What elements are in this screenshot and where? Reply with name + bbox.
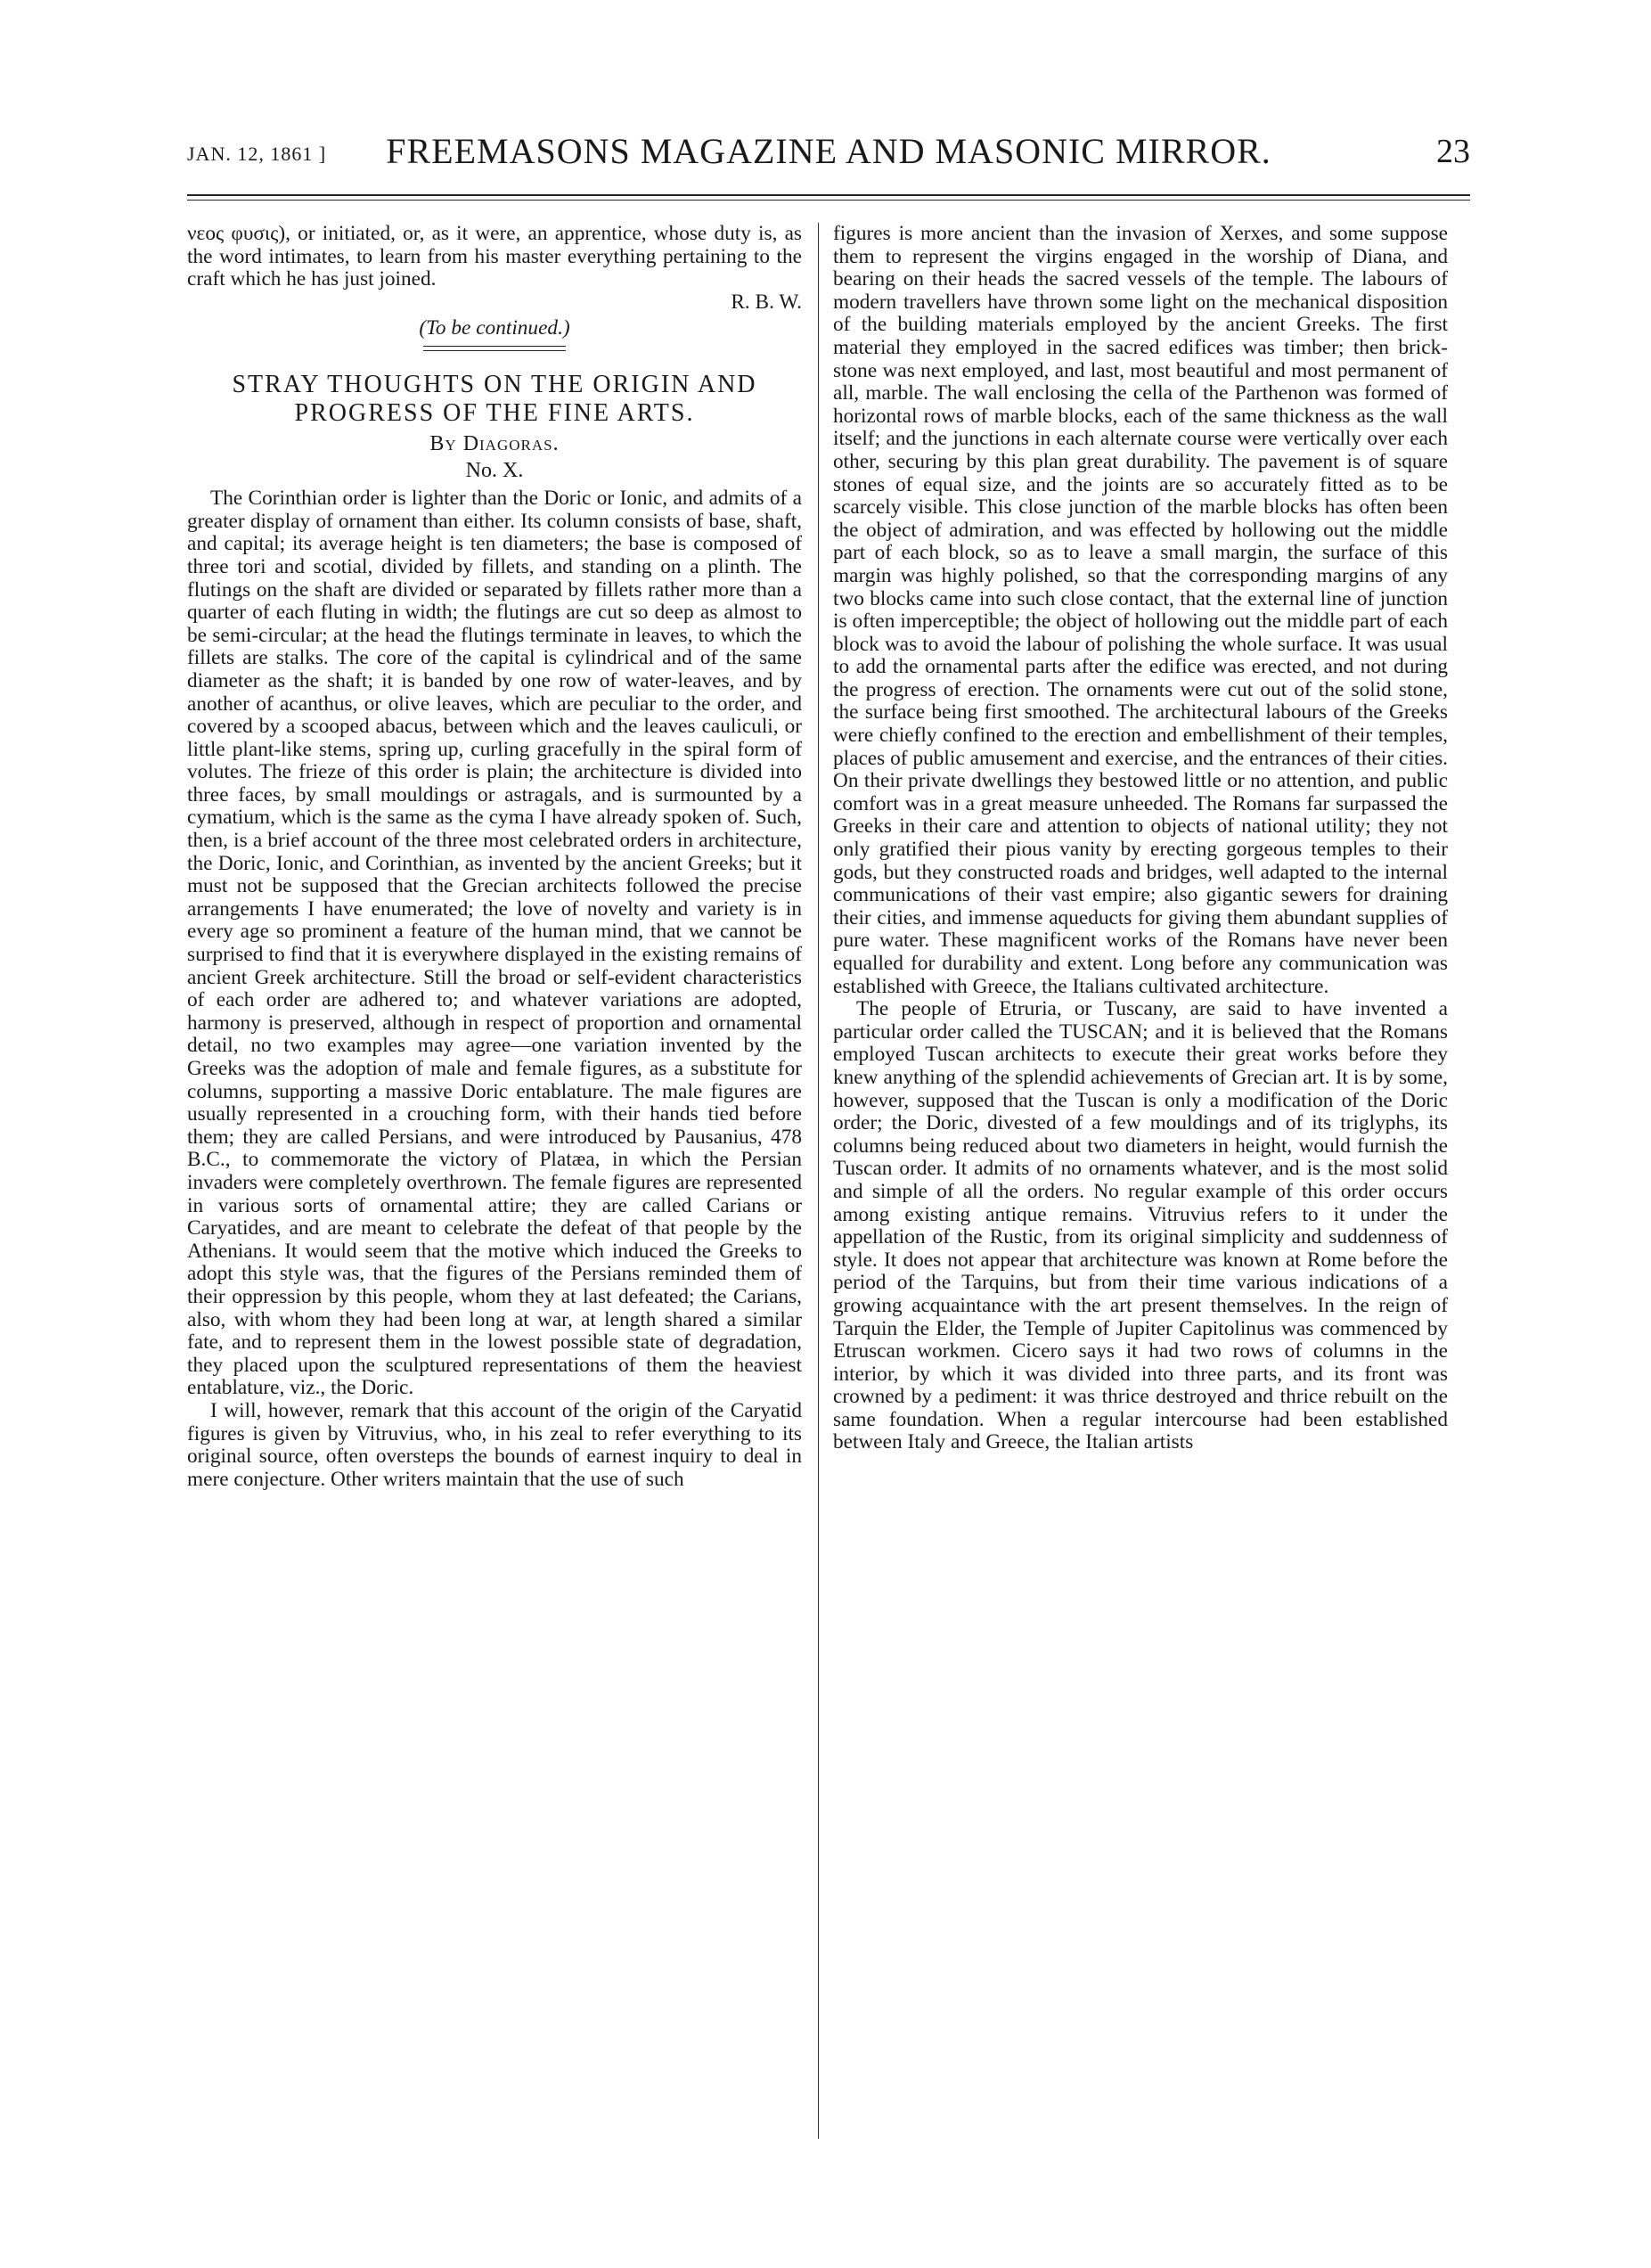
to-be-continued-note: (To be continued.) xyxy=(419,316,570,340)
page-number: 23 xyxy=(1436,133,1470,170)
continuation-text: νεος φυσις), or initiated, or, as it were, an apprentice, whose duty is, as the word intimates, to learn from his master everything pertaining to the craft which he has just joined. xyxy=(187,222,802,291)
issue-date: JAN. 12, 1861 ] xyxy=(187,143,327,165)
article-byline: By Diagoras. xyxy=(429,431,560,455)
signature-line xyxy=(187,291,802,315)
header-rule-thin xyxy=(187,200,1470,201)
body-paragraph: figures is more ancient than the invasion of Xerxes, and some suppose them to represent the virgins engaged in the worship of Diana, and bearing on their heads the sacred vessels of the temple. The labours of modern travellers have thrown some light on the mechanical disposition of the building materials employed by the ancient Greeks. The first material they employed in the sacred edifices was timber; then brick-stone was next employed, and last, most beautiful and most permanent of all, marble. The wall enclosing the cella of the Parthenon was formed of horizontal rows of marble blocks, each of the same thickness as the wall itself; and the junctions in each alternate course were vertically over each other, securing by this plan great durability. The pavement is of square stones of equal size, and the joints are so accurately fitted as to be scarcely visible. This close junction of the marble blocks has often been the object of admiration, and was effected by hollowing out the middle part of each block, so as to leave a small margin, the surface of this margin was highly polished, so that the corresponding margins of any two blocks came into such close contact, that the external line of junction is often imperceptible; the object of hollowing out the middle part of each block was to avoid the labour of polishing the whole surface. It was usual to add the ornamental parts after the edifice was erected, and not during the progress of erection. The ornaments were cut out of the solid stone, the surface being first smoothed. The architectural labours of the Greeks were chiefly confined to the erection and embellishment of their temples, places of public amusement and exercise, and the entrances of their cities. On their private dwellings they bestowed little or no attention, and public comfort was in a great measure unheeded. The Romans far surpassed the Greeks in their care and attention to objects of national utility; they not only gratified their pious vanity by erecting gorgeous temples to their gods, but they constructed roads and bridges, well adapted to the internal communications of their vast empire; also gigantic sewers for draining their cities, and immense aqueducts for giving them abundant supplies of pure water. These magnificent works of the Romans have never been equalled for durability and extent. Long before any communication was established with Greece, the Italians cultivated architecture. xyxy=(833,222,1448,998)
column-divider xyxy=(818,223,819,2139)
body-paragraph: The Corinthian order is lighter than the Doric or Ionic, and admits of a greater display of ornament than either. Its column consists of base, shaft, and capital; its average height is ten diameters; the base is composed of three tori and scotial, divided by fillets, and standing on a plinth. The flutings on the shaft are divided or separated by fillets rather more than a quarter of each fluting in width; the flutings are cut so deep as almost to be semi-circular; at the head the flutings terminate in leaves, to which the fillets are stalks. The core of the capital is cylindrical and of the same diameter as the shaft; it is banded by one row of water-leaves, and by another of acanthus, or olive leaves, which are peculiar to the order, and covered by a scooped abacus, between which and the leaves cauliculi, or little plant-like stems, spring up, curling gracefully in the spiral form of volutes. The frieze of this order is plain; the architecture is divided into three faces, by small mouldings or astragals, and is surmounted by a cymatium, which is the same as the cyma I have already spoken of. Such, then, is a brief account of the three most celebrated orders in architecture, the Doric, Ionic, and Corinthian, as invented by the ancient Greeks; but it must not be supposed that the Grecian architects followed the precise arrangements I have enumerated; the love of novelty and variety is in every age so prominent a feature of the human mind, that we cannot be surprised to find that it is everywhere displayed in the existing remains of ancient Greek architecture. Still the broad or self-evident characteristics of each order are adhered to; and whatever variations are adopted, harmony is preserved, although in respect of proportion and ornamental detail, no two examples may agree—one variation invented by the Greeks was the adoption of male and female figures, as a substitute for columns, supporting a massive Doric entablature. The male figures are usually represented in a crouching form, with their hands tied before them; they are called Persians, and were introduced by Pausanius, 478 B.C., to commemorate the victory of Platæa, in which the Persian invaders were completely overthrown. The female figures are represented in various sorts of ornamental attire; they are called Carians or Caryatides, and are meant to celebrate the defeat of that people by the Athenians. It would seem that the motive which induced the Greeks to adopt this style was, that the figures of the Persians reminded them of their oppression by this people, whom they at last defeated; the Carians, also, with whom they had been long at war, at length shared a similar fate, and to represent them in the lowest possible state of degradation, they placed upon the sculptured representations of them the heaviest entablature, viz., the Doric. xyxy=(187,487,802,1400)
body-paragraph: The people of Etruria, or Tuscany, are said to have invented a particular order called the TUSCAN; and it is believed that the Romans employed Tuscan architects to execute their great works before they knew anything of the splendid achievements of Grecian art. It is by some, however, supposed that the Tuscan is only a modification of the Doric order; the Doric, divested of a few mouldings and of its triglyphs, its columns being reduced about two diameters in height, would furnish the Tuscan order. It admits of no ornaments whatever, and is the most solid and simple of all the orders. No regular example of this order occurs among existing antique remains. Vitruvius refers to it under the appellation of the Rustic, from its original simplicity and suddenness of style. It does not appear that architecture was known at Rome before the period of the Tarquins, but from their time various indications of a growing acquaintance with the art present themselves. In the reign of Tarquin the Elder, the Temple of Jupiter Capitolinus was commenced by Etruscan workmen. Cicero says it had two rows of columns in the interior, by which it was divided into three parts, and its front was crowned by a pediment: it was thrice destroyed and thrice rebuilt on the same foundation. When a regular intercourse had been established between Italy and Greece, the Italian artists xyxy=(833,997,1448,1454)
author-signature: R. B. W. xyxy=(731,290,802,314)
article-title: STRAY THOUGHTS ON THE ORIGIN AND PROGRESS OF THE FINE ARTS. xyxy=(232,370,757,427)
article-number: No. X. xyxy=(465,458,524,482)
section-divider xyxy=(423,346,566,351)
magazine-title: FREEMASONS MAGAZINE AND MASONIC MIRROR. xyxy=(386,131,1271,171)
page-header xyxy=(187,125,1470,187)
header-rule xyxy=(187,194,1470,196)
body-paragraph: I will, however, remark that this account of the origin of the Caryatid figures is given by Vitruvius, who, in his zeal to refer everything to its original source, often oversteps the bounds of earnest inquiry to deal in mere conjecture. Other writers maintain that the use of such xyxy=(187,1398,802,1491)
left-column xyxy=(187,223,802,1491)
right-column xyxy=(833,223,1448,1454)
magazine-page xyxy=(187,125,1470,2139)
